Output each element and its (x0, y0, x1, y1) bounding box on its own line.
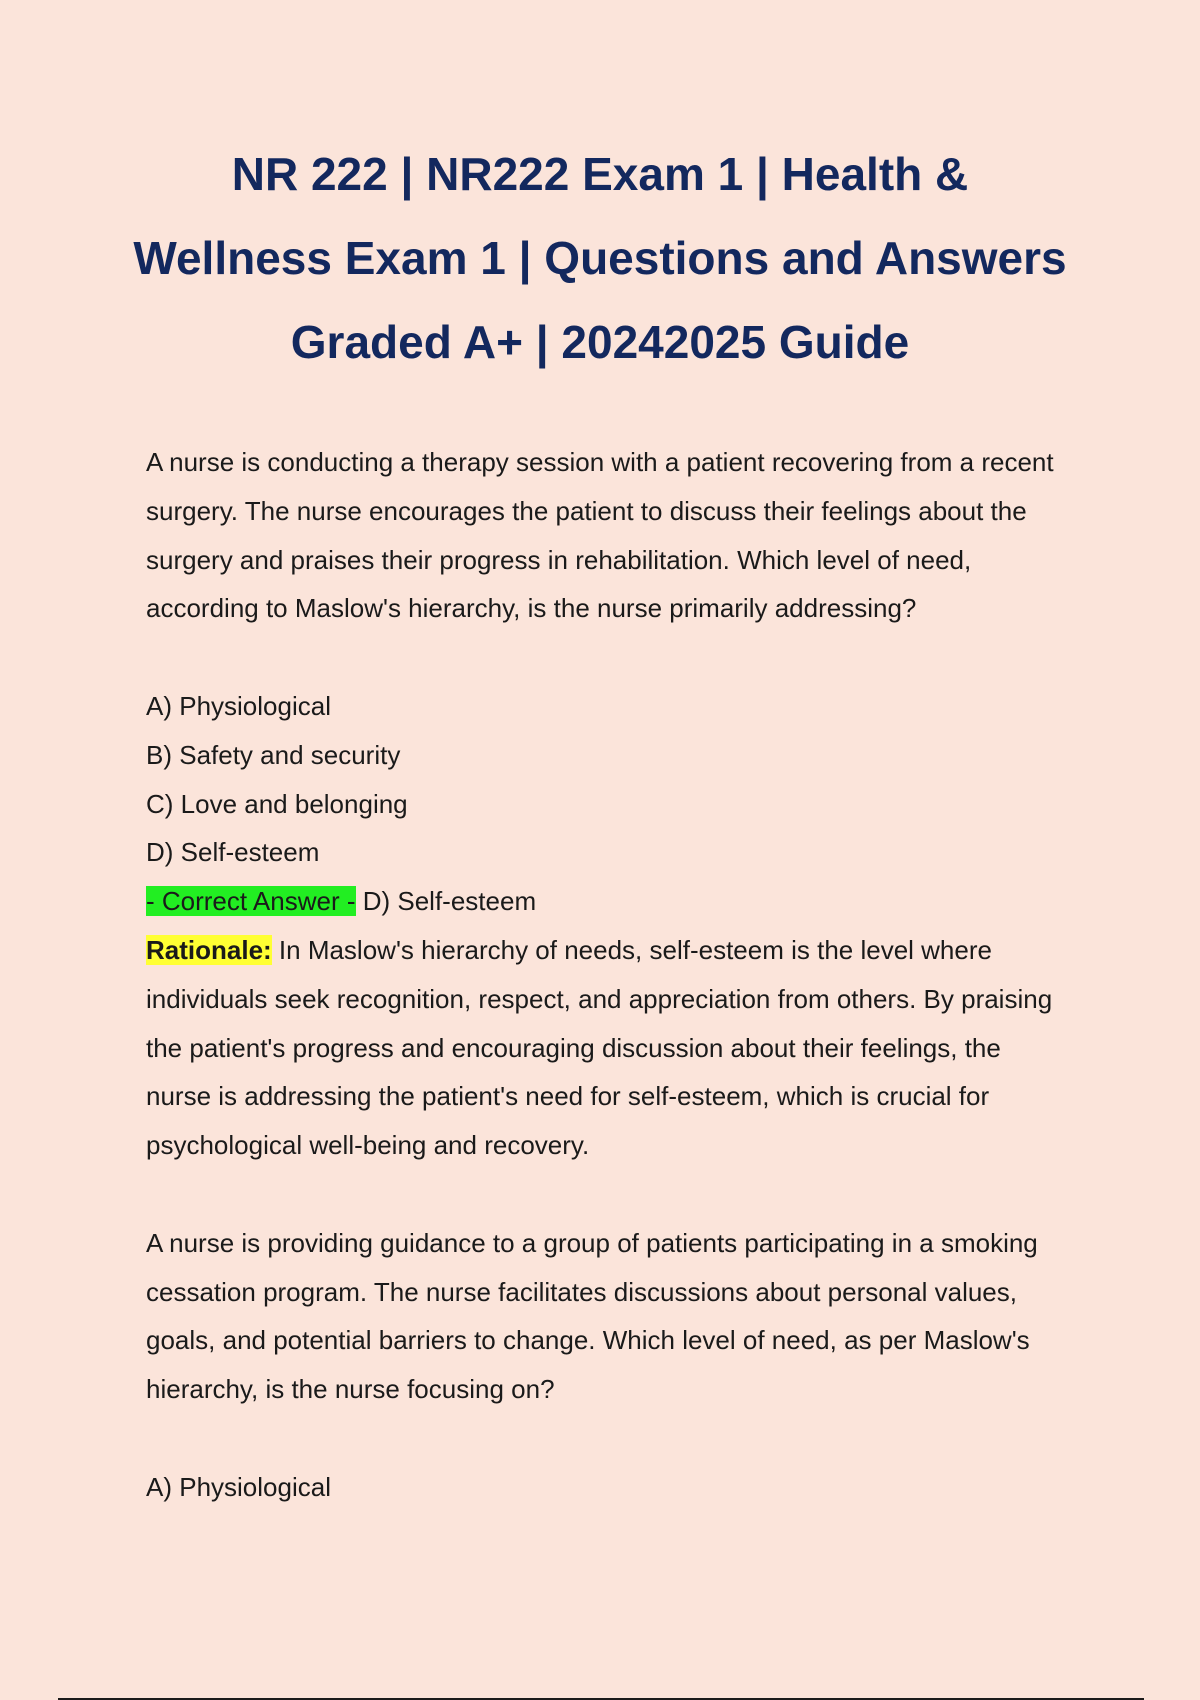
document-content (146, 438, 1066, 1512)
question-1-option-b: B) Safety and security (146, 739, 401, 770)
question-2-option-a: A) Physiological (146, 1471, 331, 1502)
question-1-answer (146, 877, 1066, 926)
question-2-stem: A nurse is providing guidance to a group of patients participating in a smoking cessation program. The nurse facilitates discussions about personal values, goals, and potential barriers to change. Which level of need, as per Maslow's hierarchy, is the nurse focusing on? (146, 1227, 1038, 1405)
rationale-label: Rationale: (146, 934, 272, 965)
question-1-rationale (146, 926, 1066, 1170)
document-title: NR 222 | NR222 Exam 1 | Health & Wellness Exam 1 | Questions and Answers Graded A+ | 20242025 Guide (133, 148, 1067, 368)
spacer (146, 1414, 1066, 1463)
correct-answer-label: - Correct Answer - (146, 886, 356, 917)
spacer (146, 633, 1066, 682)
question-1-stem: A nurse is conducting a therapy session with a patient recovering from a recent surgery. The nurse encourages the patient to discuss their feelings about the surgery and praises their progress in rehabilitation. Which level of need, according to Maslow's hierarchy, is the nurse primarily addressing? (146, 447, 1054, 624)
question-1-option-a: A) Physiological (146, 690, 331, 721)
rationale-text: In Maslow's hierarchy of needs, self-esteem is the level where individuals seek recognition, respect, and appreciation from others. By praising the patient's progress and encouraging discussion about their feelings, the nurse is addressing the patient's need for self-esteem, which is crucial for psychological well-being and recovery. (146, 934, 1053, 1161)
correct-answer-value: D) Self-esteem (355, 886, 537, 917)
spacer (146, 1170, 1066, 1219)
question-1-option-d: D) Self-esteem (146, 837, 320, 868)
question-1-option-c: C) Love and belonging (146, 788, 408, 819)
